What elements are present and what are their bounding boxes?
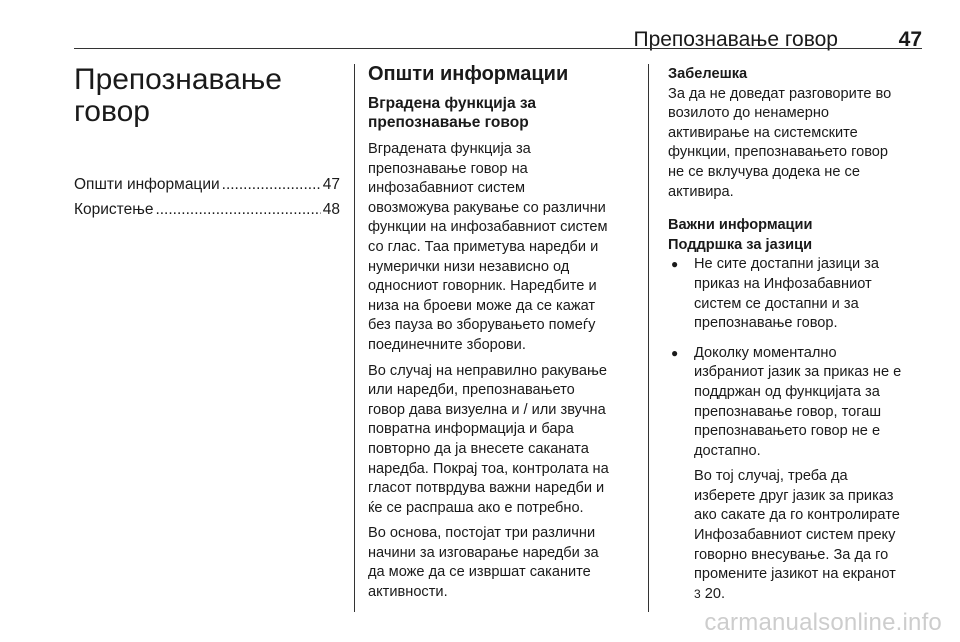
section-title: Општи информации bbox=[368, 63, 569, 85]
toc-leader-dots bbox=[155, 197, 320, 222]
paragraph: Во случај на неправилно ракување или наредби, препознавањето говор дава визуелна и / или звучна повратна информација и бара повторно да ја внесете саканата наредба. Покрај тоа, контролата на гласот потврдува важни наредби и ќе се распраша ако е потребно. bbox=[368, 362, 609, 516]
bullet-icon: ● bbox=[671, 257, 679, 272]
toc-entry[interactable] bbox=[74, 172, 340, 197]
header-title: Препознавање говор bbox=[633, 28, 838, 51]
note-text: За да не доведат разговорите во возилото до ненамерно активирање на системските функции, препознавањето говор не се вклучува додека не се активира. bbox=[668, 85, 892, 200]
subsection-title-line: Вградена функција за bbox=[368, 95, 536, 112]
followup-text: Во тој случај, треба да изберете друг јазик за приказ ако сакате да го контролирате Инфозабавниот систем преку говорно внесување. За да го промените јазикот на екранот bbox=[694, 468, 900, 583]
subsection-title-line: препознавање говор bbox=[368, 114, 529, 131]
column-divider-1 bbox=[354, 64, 355, 612]
paragraph: Во основа, постојат три различни начини за изговарање наредби за да може да се извршат саканите активности. bbox=[368, 525, 599, 601]
list-item bbox=[668, 255, 930, 333]
page-reference-icon: 3 bbox=[694, 586, 701, 601]
table-of-contents bbox=[74, 172, 340, 222]
header-divider bbox=[74, 48, 922, 49]
toc-entry[interactable] bbox=[74, 197, 340, 222]
bullet-icon: ● bbox=[671, 345, 679, 360]
toc-entry-page: 47 bbox=[322, 176, 340, 193]
list-item-text: Не сите достапни јазици за приказ на Инфозабавниот систем се достапни и за препознавање говор. bbox=[694, 256, 879, 332]
toc-entry-page: 48 bbox=[322, 201, 340, 218]
list-item-text: Доколку моментално избраниот јазик за приказ не е поддржан од функцијата за препознавање говор, тогаш препознавањето говор не е достапно. bbox=[694, 344, 902, 459]
toc-entry-label: Општи информации bbox=[74, 176, 220, 193]
toc-entry-label: Користење bbox=[74, 201, 154, 218]
watermark: carmanualsonline.info bbox=[704, 609, 942, 636]
page-reference-link[interactable]: 20. bbox=[704, 585, 726, 602]
important-heading: Важни информации bbox=[668, 217, 813, 234]
list-item-followup bbox=[694, 467, 930, 604]
chapter-title-line: говор bbox=[74, 95, 150, 128]
chapter-column bbox=[74, 60, 340, 222]
paragraph: Вградената функција за препознавање говор на инфозабавниот систем овозможува ракување со различни функции на инфозабавниот систем со глас. Таа приметува наредби и нумерички низи независно од односниот говорник. Наредбите и низа на броеви може да се кажат без пауза во зборувањето помеѓу поединечните зборови. bbox=[368, 141, 608, 353]
column-divider-2 bbox=[648, 64, 649, 612]
notes-column bbox=[668, 65, 930, 614]
note-heading: Забелешка bbox=[668, 66, 748, 82]
bullet-list bbox=[668, 255, 930, 604]
chapter-title-line: Препознавање bbox=[74, 63, 282, 96]
page-header bbox=[74, 26, 922, 54]
toc-leader-dots bbox=[222, 172, 321, 197]
language-support-heading: Поддршка за јазици bbox=[668, 236, 813, 253]
chapter-title bbox=[74, 64, 340, 128]
general-info-column bbox=[368, 62, 636, 609]
subsection-title bbox=[368, 94, 636, 132]
page-number: 47 bbox=[898, 28, 922, 51]
list-item bbox=[668, 344, 930, 605]
